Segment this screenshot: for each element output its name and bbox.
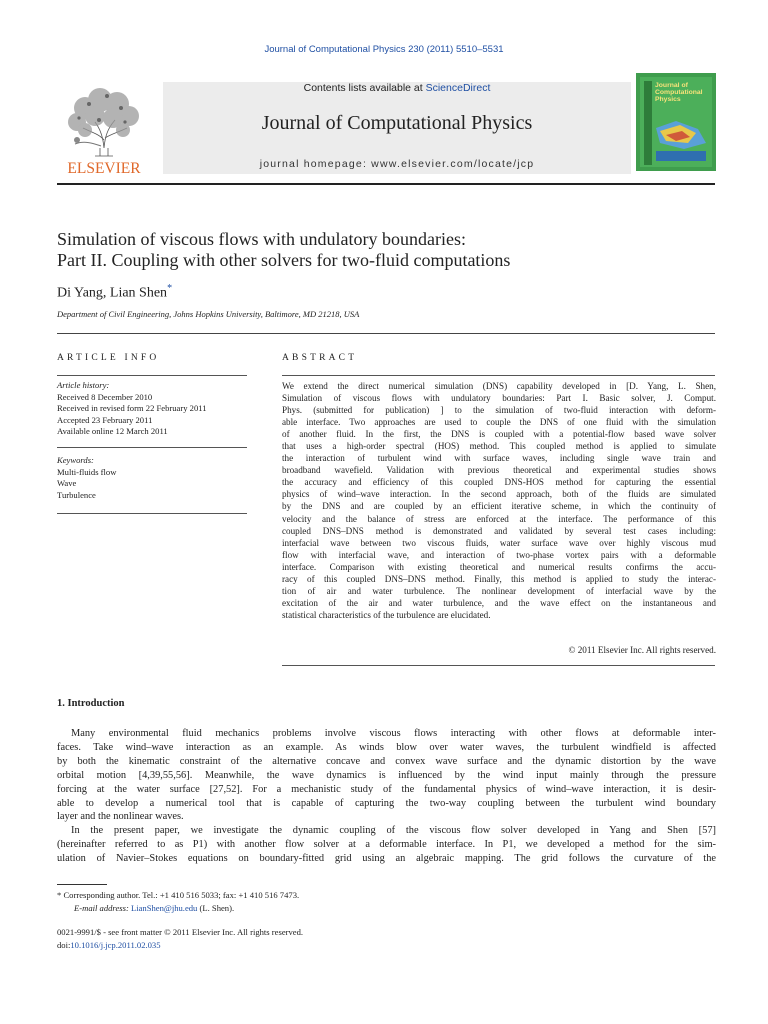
intro-line: faces. Take wind–wave interaction as an example. As winds blow over water waves, the turbulent windfield is affected bbox=[57, 741, 716, 753]
email-suffix: (L. Shen). bbox=[197, 902, 235, 913]
abstract-line: racy of this coupled DNS–DNS method. Finally, this method is applied to study the interac- bbox=[282, 573, 716, 584]
affiliation-rule bbox=[57, 333, 715, 334]
doi-label: doi: bbox=[57, 939, 71, 950]
intro-line: forcing at the water surface [27,52]. For a mechanistic study of the fundamental physics of wind–wave interaction, it is desir- bbox=[57, 783, 716, 795]
abstract-rule-bottom bbox=[282, 665, 715, 666]
email-line bbox=[57, 902, 657, 915]
history-received: Received 8 December 2010 bbox=[57, 391, 153, 402]
abstract-line: broadband wavefield. Validation with previous theoretical and experimental studies shows bbox=[282, 465, 716, 476]
affiliation: Department of Civil Engineering, Johns Hopkins University, Baltimore, MD 21218, USA bbox=[57, 309, 360, 319]
cover-title-line-1: Journal of bbox=[655, 82, 688, 89]
intro-line: able to develop a numerical tool that is capable of capturing the two-way coupling between the turbulent wind boundary bbox=[57, 797, 716, 809]
footnote-rule bbox=[57, 884, 107, 885]
abstract-line: the accuracy and efficiency of this coupled DNS-HOS method for capturing the essential bbox=[282, 477, 716, 488]
corresponding-author-note bbox=[57, 889, 657, 902]
intro-line: (hereinafter referred to as P1) with another flow solver at a deformable interface. In P1, we developed a method for the sim- bbox=[57, 839, 716, 851]
sciencedirect-link[interactable]: ScienceDirect bbox=[425, 82, 491, 94]
header-rule bbox=[57, 183, 715, 185]
article-info-heading: ARTICLE INFO bbox=[57, 353, 160, 363]
elsevier-tree-logo bbox=[55, 78, 153, 176]
abstract-line: flow with interfacial wave, and interaction of two-phase vortex pairs with a deformable bbox=[282, 549, 716, 560]
abstract-line: velocity and the balance of stress are enforced at the interface. The performance of this bbox=[282, 513, 716, 524]
abstract-line: the interaction of turbulent wind with surface waves, including single wave train and bbox=[282, 453, 716, 464]
email-label: E-mail address: bbox=[74, 902, 131, 913]
abstract-rule-top bbox=[282, 375, 715, 376]
abstract-body bbox=[282, 380, 716, 621]
doi-line bbox=[57, 939, 657, 952]
email-link[interactable]: LianShen@jhu.edu bbox=[130, 902, 198, 913]
article-history bbox=[57, 380, 252, 438]
abstract-line: statistical characteristics of the turbulence are elucidated. bbox=[282, 609, 491, 620]
history-accepted: Accepted 23 February 2011 bbox=[57, 414, 153, 425]
intro-line: In the present paper, we investigate the dynamic coupling of the viscous flow solver developed in Yang and Shen [57] bbox=[71, 825, 716, 837]
journal-citation[interactable]: Journal of Computational Physics 230 (2011) 5510–5531 bbox=[264, 44, 504, 55]
corresponding-author-mark[interactable]: * bbox=[167, 283, 173, 294]
corresponding-author-text: Corresponding author. Tel.: +1 410 516 5033; fax: +1 410 516 7473. bbox=[63, 890, 300, 900]
doi-link[interactable]: 10.1016/j.jcp.2011.02.035 bbox=[70, 939, 161, 950]
elsevier-wordmark: ELSEVIER bbox=[67, 160, 141, 176]
cover-art bbox=[636, 73, 716, 171]
abstract-line: coupled DNS–DNS method is demonstrated and validated by several test cases including: bbox=[282, 525, 716, 536]
abstract-line: interface. Comparison with existing theoretical and numerical results confirms the accu- bbox=[282, 561, 716, 572]
front-matter bbox=[57, 926, 657, 951]
keyword-item: Wave bbox=[57, 478, 77, 489]
abstract-line: excitation of the air and water turbulence, and the wave effect on the instantaneous and bbox=[282, 597, 716, 608]
history-label: Article history: bbox=[57, 380, 110, 390]
journal-homepage[interactable]: journal homepage: www.elsevier.com/locate/jcp bbox=[259, 158, 535, 170]
abstract-line: by the DNS and are coupled by an efficient iterative scheme, in which the continuity of bbox=[282, 501, 716, 512]
abstract-line: that uses a high-order spectral (HOS) method. This coupled method is applied to simulate bbox=[282, 441, 716, 452]
author-list bbox=[57, 283, 172, 302]
intro-line: Many environmental fluid mechanics problems involve viscous flows interacting with other flows at deformable inter- bbox=[71, 728, 716, 739]
cover-title-line-2: Computational bbox=[655, 89, 703, 96]
keyword-item: Multi-fluids flow bbox=[57, 466, 117, 477]
article-info-divider bbox=[57, 447, 247, 448]
abstract-line: physics of wind–wave interaction. In the second approach, both of the fluids are simulated bbox=[282, 489, 716, 500]
intro-line: orbital motion [4,39,55,56]. Meanwhile, the wave dynamics is influenced by the wind input mainly through the pressure bbox=[57, 769, 716, 781]
intro-line: by both the kinematic constraint of the alternative concave and convex wave surface and the dynamic distortion by the wave bbox=[57, 755, 716, 767]
article-info-rule bbox=[57, 375, 247, 376]
journal-cover bbox=[636, 73, 716, 171]
abstract-copyright: © 2011 Elsevier Inc. All rights reserved. bbox=[568, 645, 716, 655]
history-revised: Received in revised form 22 February 2011 bbox=[57, 403, 207, 414]
journal-name: Journal of Computational Physics bbox=[261, 112, 533, 134]
intro-line: ulation of Navier–Stokes equations on boundary-fitted grid using an algebraic mapping. The grid follows the curvature of the bbox=[57, 853, 716, 865]
abstract-heading: ABSTRACT bbox=[282, 353, 358, 363]
article-info-bottom-rule bbox=[57, 513, 247, 514]
article-title-line-1: Simulation of viscous flows with undulatory boundaries: bbox=[57, 229, 466, 249]
abstract-line: able interface. Two approaches are used to couple the DNS of one fluid with the simulation bbox=[282, 417, 716, 428]
authors-text: Di Yang, Lian Shen bbox=[57, 285, 168, 301]
keyword-item: Turbulence bbox=[57, 489, 96, 500]
intro-line: layer and the nonlinear waves. bbox=[57, 811, 184, 823]
contents-prefix: Contents lists available at bbox=[303, 82, 426, 94]
article-title-line-2: Part II. Coupling with other solvers for two-fluid computations bbox=[57, 250, 511, 270]
footnote-mark: * bbox=[57, 890, 62, 900]
issn-line: 0021-9991/$ - see front matter © 2011 Elsevier Inc. All rights reserved. bbox=[57, 927, 304, 937]
keywords bbox=[57, 455, 252, 501]
abstract-line: interfacial wave between two viscous fluids, water surface wave over highly viscous mud bbox=[282, 537, 716, 548]
abstract-line: We extend the direct numerical simulation (DNS) capability developed in [D. Yang, L. Shen, bbox=[282, 381, 716, 391]
history-online: Available online 12 March 2011 bbox=[57, 426, 168, 437]
cover-title-line-3: Physics bbox=[655, 96, 681, 103]
introduction-body bbox=[57, 727, 716, 866]
contents-line bbox=[163, 82, 631, 94]
section-heading-introduction: 1. Introduction bbox=[57, 698, 125, 709]
keywords-label: Keywords: bbox=[57, 455, 94, 465]
abstract-line: tion of air and water turbulence. The nonlinear development of interfacial wave by the bbox=[282, 585, 716, 596]
abstract-line: Phys. (submitted for publication) ] to the simulation of two-fluid interaction with deform- bbox=[282, 405, 716, 416]
abstract-line: Simulation of viscous flows with undulatory boundaries: Part I. Basic solver, J. Comput. bbox=[282, 393, 716, 404]
abstract-line: of another fluid. In the first, the DNS is coupled with a potential-flow based wave solver bbox=[282, 429, 716, 440]
footnote bbox=[57, 889, 657, 914]
